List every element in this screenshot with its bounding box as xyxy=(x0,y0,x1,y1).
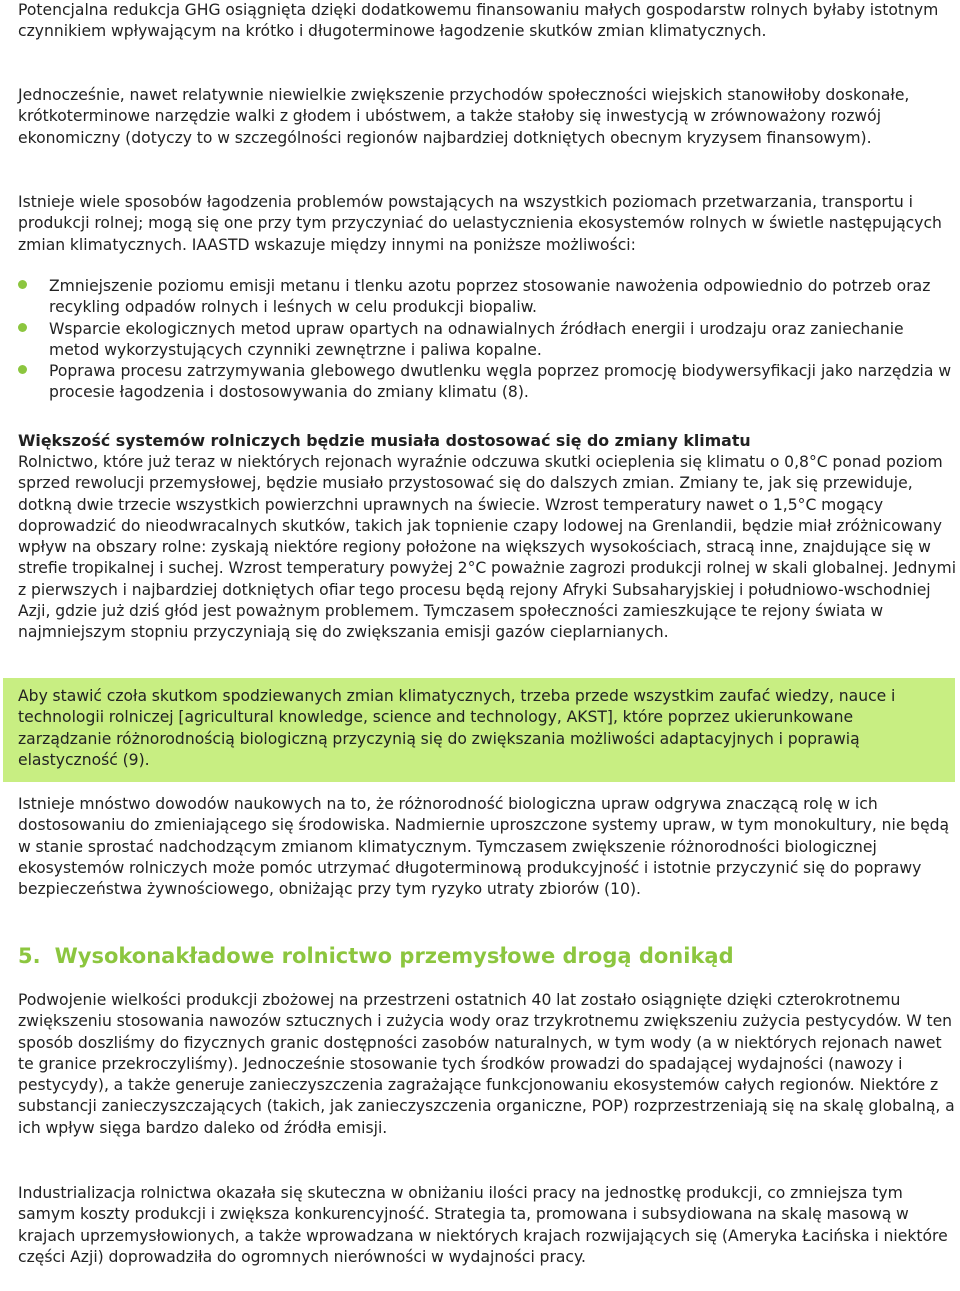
section-number: 5. xyxy=(18,944,41,968)
bullet-dot-icon xyxy=(18,323,27,332)
highlight-box xyxy=(3,678,955,782)
bullet-dot-icon xyxy=(18,280,27,289)
bullet-dot-icon xyxy=(18,365,27,374)
paragraph-industrialization: Industrializacja rolnictwa okazała się skuteczna w obniżaniu ilości pracy na jednostkę produkcji, co zmniejsza tym samym koszty produkcji i zwiększa konkurencyjność. Strategia ta, promowana i subsydiowana na skalę masową w krajach uprzemysłowionych, a także wprowadzana w niektórych krajach rozwijających się (Ameryka Łacińska i niektóre części Azji) doprowadziła do ogromnych nierówności w wydajności pracy. xyxy=(18,1184,948,1266)
paragraph-ghg-reduction: Potencjalna redukcja GHG osiągnięta dzięki dodatkowemu finansowaniu małych gospodarstw rolnych byłaby istotnym czynnikiem wpływającym na krótko i długoterminowe łagodzenie skutków zmian klimatycznych. xyxy=(18,1,939,41)
paragraph-grain-production: Podwojenie wielkości produkcji zbożowej na przestrzeni ostatnich 40 lat zostało osiągnięte dzięki czterokrotnemu zwiększeniu stosowania nawozów sztucznych i zużycia wody oraz trzykrotnemu zwiększeniu zużycia pestycydów. W ten sposób doszliśmy do fizycznych granic dostępności zasobów naturalnych, w tym wody (a w niektórych rejonach nawet te granice przekroczyliśmy). Jednocześnie stosowanie tych środków prowadzi do spadającej wydajności (nawozy i pestycydy), a także generuje zanieczyszczenia zagrażające funkcjonowaniu ekosystemów całych regionów. Niektóre z substancji zanieczyszczających (takich, jak zanieczyszczenia organiczne, POP) rozprzestrzeniają się na skalę globalną, a ich wpływ sięga bardzo daleko od źródła emisji. xyxy=(18,991,955,1137)
list-item-text: Poprawa procesu zatrzymywania glebowego dwutlenku węgla poprzez promocję biodywersyfikacji jako narzędzia w procesie łagodzenia i dostosowywania do zmiany klimatu (8). xyxy=(49,362,952,402)
section-title-text: Wysokonakładowe rolnictwo przemysłowe drogą donikąd xyxy=(54,944,734,968)
list-item xyxy=(18,319,958,362)
subheading-adaptation: Większość systemów rolniczych będzie musiała dostosować się do zmiany klimatu xyxy=(18,431,751,450)
paragraph-climate-impact: Rolnictwo, które już teraz w niektórych rejonach wyraźnie odczuwa skutki ocieplenia się klimatu o 0,8°C ponad poziom sprzed rewolucji przemysłowej, będzie musiało przystosować się do dalszych zmian. Zmiany te, jak się przewiduje, dotkną dwie trzecie wszystkich powierzchni uprawnych na świecie. Wzrost temperatury nawet o 1,5°C mogący doprowadzić do nieodwracalnych skutków, takich jak topnienie czapy lodowej na Grenlandii, będzie miał zróżnicowany wpływ na obszary rolne: zyskają niektóre regiony położone na większych wysokościach, stracą inne, znajdujące się w strefie tropikalnej i suchej. Wzrost temperatury powyżej 2°C poważnie zagrozi produkcji rolnej w skali globalnej. Jednymi z pierwszych i najbardziej dotkniętych ofiar tego procesu będą rejony Afryki Subsaharyjskiej i południowo-wschodniej Azji, gdzie już dziś głód jest poważnym problemem. Tymczasem społeczności zamieszkujące te rejony świata w najmniejszym stopniu przyczyniają się do zwiększania emisji gazów cieplarnianych. xyxy=(18,453,957,642)
paragraph-biodiversity: Istnieje mnóstwo dowodów naukowych na to, że różnorodność biologiczna upraw odgrywa znaczącą rolę w ich dostosowaniu do zmieniającego się środowiska. Nadmiernie uproszczone systemy upraw, w tym monokultury, nie będą w stanie sprostać nadchodzącym zmianom klimatycznym. Tymczasem zwiększenie różnorodności biologicznej ekosystemów rolniczych może pomóc utrzymać długoterminową produkcyjność i istotnie przyczynić się do poprawy bezpieczeństwa żywnościowego, obniżając przy tym ryzyko utraty zbiorów (10). xyxy=(18,795,950,899)
list-item-text: Wsparcie ekologicznych metod upraw opartych na odnawialnych źródłach energii i urodzaju oraz zaniechanie metod wykorzystujących czynniki zewnętrzne i paliwa kopalne. xyxy=(49,319,904,359)
mitigation-options-list xyxy=(18,276,958,404)
highlight-text: Aby stawić czoła skutkom spodziewanych zmian klimatycznych, trzeba przede wszystkim zaufać wiedzy, nauce i technologii rolniczej [agricultural knowledge, science and technology, AKST], które poprzez ukierunkowane zarządzanie różnorodnością biologiczną przyczynią się do zwiększania możliwości adaptacyjnych i poprawią elastyczność (9). xyxy=(18,687,896,769)
list-item xyxy=(18,361,958,404)
list-item-text: Zmniejszenie poziomu emisji metanu i tlenku azotu poprzez stosowanie nawożenia odpowiednio do potrzeb oraz recykling odpadów rolnych i leśnych w celu produkcji biopaliw. xyxy=(49,277,931,317)
paragraph-mitigation-methods: Istnieje wiele sposobów łagodzenia problemów powstających na wszystkich poziomach przetwarzania, transportu i produkcji rolnej; mogą się one przy tym przyczyniać do uelastycznienia ekosystemów rolnych w świetle następujących zmian klimatycznych. IAASTD wskazuje między innymi na poniższe możliwości: xyxy=(18,193,942,254)
paragraph-rural-income: Jednocześnie, nawet relatywnie niewielkie zwiększenie przychodów społeczności wiejskich stanowiłoby doskonałe, krótkoterminowe narzędzie walki z głodem i ubóstwem, a także stałoby się inwestycją w zrównoważony rozwój ekonomiczny (dotyczy to w szczególności regionów najbardziej dotkniętych obecnym kryzysem finansowym). xyxy=(18,86,910,147)
list-item xyxy=(18,276,958,319)
section-title xyxy=(18,942,734,970)
